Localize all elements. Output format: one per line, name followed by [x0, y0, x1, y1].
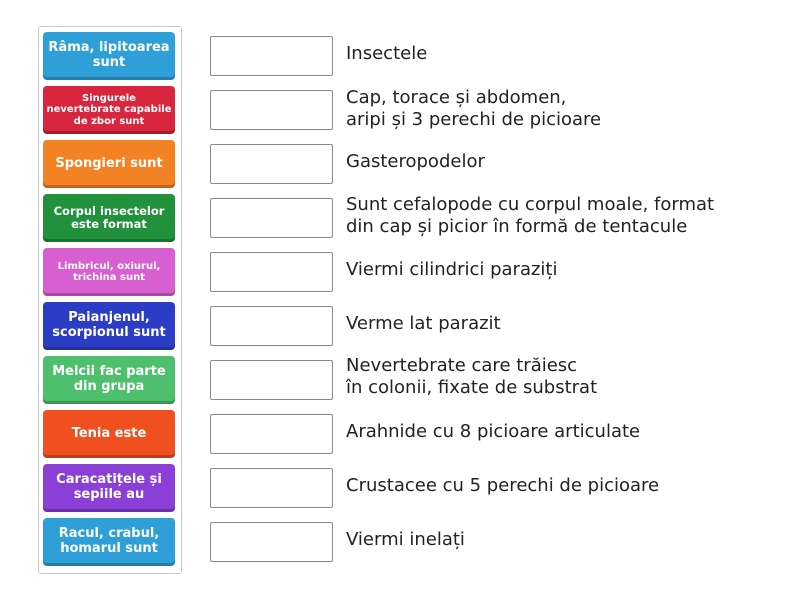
drop-box-2[interactable] [210, 90, 333, 130]
clue-line: Crustacee cu 5 perechi de picioare [346, 475, 660, 496]
tile-melcii[interactable] [43, 356, 175, 404]
clue-line: Viermi inelați [346, 529, 465, 550]
clue-text-1 [346, 43, 786, 65]
clue-text-8 [346, 421, 786, 443]
drop-box-1[interactable] [210, 36, 333, 76]
tile-spongieri[interactable] [43, 140, 175, 188]
clue-text-4 [346, 194, 786, 238]
tile-label: Racul, crabul, homarul sunt [58, 526, 160, 556]
tile-label: Melcii fac parte din grupa [52, 364, 166, 394]
clue-line: în colonii, fixate de substrat [346, 377, 598, 398]
drop-box-3[interactable] [210, 144, 333, 184]
clue-line: aripi și 3 perechi de picioare [346, 109, 602, 130]
clue-line: Insectele [346, 43, 428, 64]
tile-paianjenul[interactable] [43, 302, 175, 350]
tile-label: Corpul insectelor este format [53, 204, 165, 231]
drop-box-6[interactable] [210, 306, 333, 346]
tile-label: Râma, lipitoarea sunt [48, 40, 170, 70]
clue-text-2 [346, 87, 786, 131]
clue-text-7 [346, 355, 786, 399]
drop-box-8[interactable] [210, 414, 333, 454]
tile-corpul-insectelor[interactable] [43, 194, 175, 242]
tile-label: Caracatițele și sepiile au [56, 472, 162, 502]
clue-text-3 [346, 151, 786, 173]
clue-line: Sunt cefalopode cu corpul moale, format [346, 194, 715, 215]
drop-box-9[interactable] [210, 468, 333, 508]
clue-line: Nevertebrate care trăiesc [346, 355, 578, 376]
tile-rama[interactable] [43, 32, 175, 80]
clue-text-6 [346, 313, 786, 335]
clue-text-9 [346, 475, 786, 497]
tile-tenia[interactable] [43, 410, 175, 458]
tile-label: Paianjenul, scorpionul sunt [52, 310, 166, 340]
clue-line: Verme lat parazit [346, 313, 501, 334]
clue-text-5 [346, 259, 786, 281]
clue-line: din cap și picior în formă de tentacule [346, 216, 688, 237]
drop-box-5[interactable] [210, 252, 333, 292]
clue-line: Cap, torace și abdomen, [346, 87, 567, 108]
tile-label: Spongieri sunt [55, 155, 163, 171]
tile-label: Singurele nevertebrate capabile de zbor sunt [46, 92, 172, 127]
clue-line: Arahnide cu 8 picioare articulate [346, 421, 641, 442]
tile-label: Limbricul, oxiurul, trichina sunt [57, 260, 161, 283]
drop-box-7[interactable] [210, 360, 333, 400]
clue-line: Gasteropodelor [346, 151, 485, 172]
clue-text-10 [346, 529, 786, 551]
drop-box-4[interactable] [210, 198, 333, 238]
tile-caracatitele[interactable] [43, 464, 175, 512]
tile-zbor[interactable] [43, 86, 175, 134]
tile-label: Tenia este [71, 425, 147, 441]
drop-box-10[interactable] [210, 522, 333, 562]
tile-limbricul[interactable] [43, 248, 175, 296]
clue-line: Viermi cilindrici paraziți [346, 259, 558, 280]
tile-racul[interactable] [43, 518, 175, 566]
